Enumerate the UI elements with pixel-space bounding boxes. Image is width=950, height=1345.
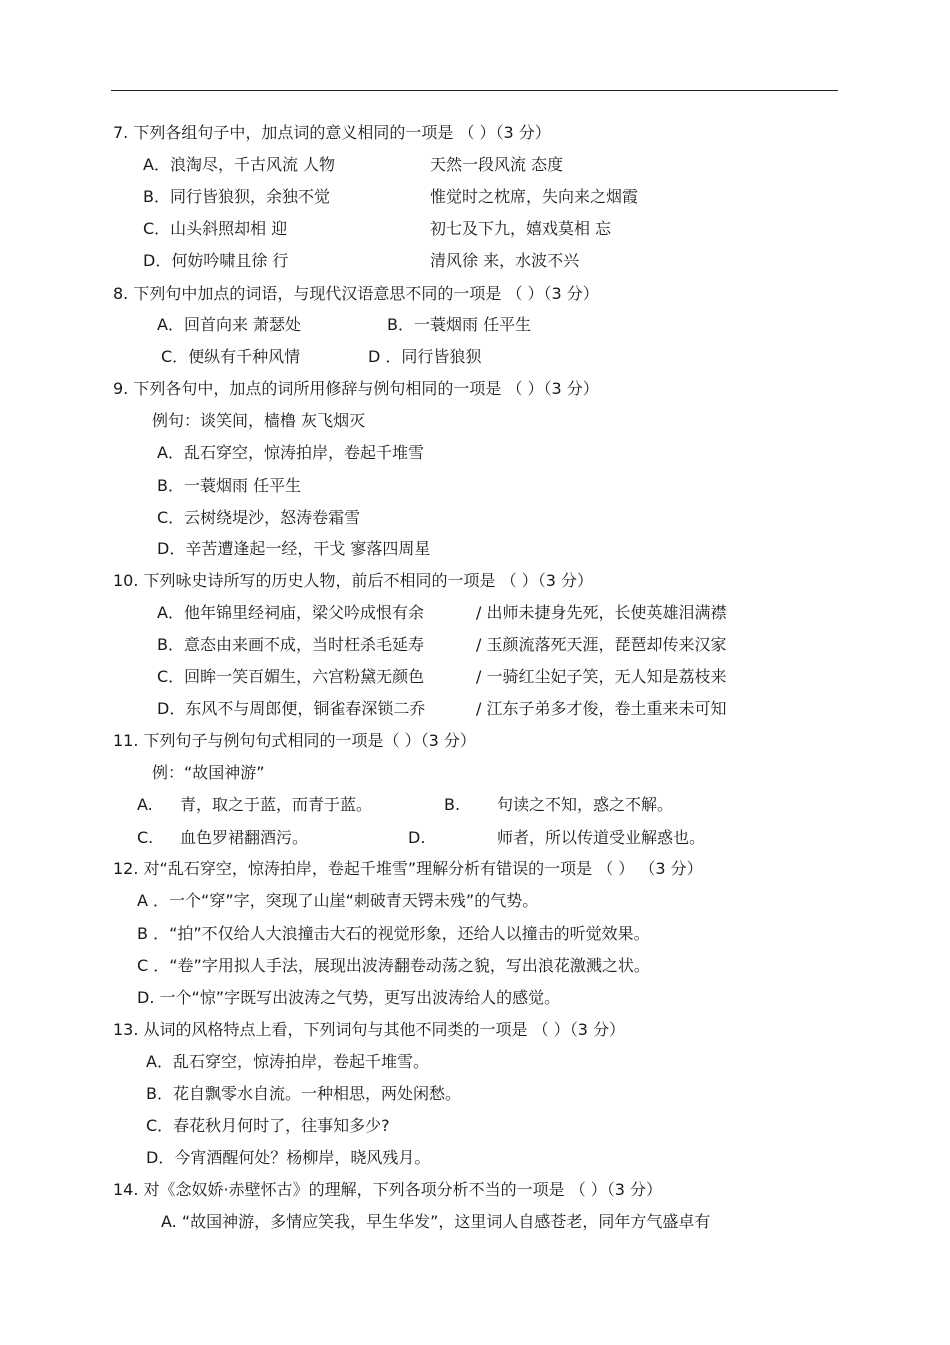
q7-option-b-left: B．同行皆狼狈，余独不觉 [143,187,330,206]
q10-option-b-right: / 玉颜流落死天涯，琵琶却传来汉家 [476,635,727,654]
q7-option-a-right: 天然一段风流 态度 [430,155,564,174]
q12-stem: 12. 对“乱石穿空，惊涛拍岸，卷起千堆雪”理解分析有错误的一项是 （ ） （3 分） [113,859,703,878]
q11-option-d-letter: D. [408,828,426,847]
q10-option-a-left: A．他年锦里经祠庙，梁父吟成恨有余 [157,603,424,622]
q7-option-d-left: D．何妨吟啸且徐 行 [143,251,289,270]
q8-option-b: B．一蓑烟雨 任平生 [387,315,532,334]
q14-stem: 14. 对《念奴娇·赤壁怀古》的理解，下列各项分析不当的一项是 （ ）（3 分） [113,1180,663,1199]
q11-option-a-letter: A. [137,795,153,814]
q8-stem: 8. 下列句中加点的词语，与现代汉语意思不同的一项是 （ ）（3 分） [113,284,599,303]
q11-stem: 11. 下列句子与例句句式相同的一项是（ ）（3 分） [113,731,476,750]
q9-example: 例句：谈笑间，樯橹 灰飞烟灭 [152,411,366,430]
q10-option-c-right: / 一骑红尘妃子笑，无人知是荔枝来 [476,667,727,686]
q7-option-d-right: 清风徐 来，水波不兴 [430,251,580,270]
q12-option-c: C ．“卷”字用拟人手法，展现出波涛翻卷动荡之貌，写出浪花激溅之状。 [137,956,650,975]
q13-stem: 13. 从词的风格特点上看，下列词句与其他不同类的一项是 （ ）（3 分） [113,1020,625,1039]
q8-option-a: A．回首向来 萧瑟处 [157,315,302,334]
q12-option-b: B ．“拍”不仅给人大浪撞击大石的视觉形象，还给人以撞击的听觉效果。 [137,924,650,943]
q13-option-a: A．乱石穿空，惊涛拍岸，卷起千堆雪。 [146,1052,429,1071]
q11-option-c-text: 血色罗裙翻酒污。 [180,828,309,847]
q9-option-d: D．辛苦遭逢起一经，干戈 寥落四周星 [157,539,431,558]
header-rule [111,90,838,91]
q7-stem: 7. 下列各组句子中，加点词的意义相同的一项是 （ ）（3 分） [113,123,551,142]
q12-option-a: A ．一个“穿”字，突现了山崖“刺破青天锷未残”的气势。 [137,891,539,910]
q8-option-c: C．便纵有千种风情 [161,347,301,366]
q13-option-c: C．春花秋月何时了，往事知多少? [146,1116,390,1135]
q11-option-c-letter: C. [137,828,154,847]
q10-option-a-right: / 出师未捷身先死，长使英雄泪满襟 [476,603,727,622]
q11-option-a-text: 青，取之于蓝，而青于蓝。 [180,795,373,814]
q10-option-d-left: D．东风不与周郎便，铜雀春深锁二乔 [157,699,426,718]
q14-option-a: A. “故国神游，多情应笑我，早生华发”，这里词人自感苍老，同年方气盛卓有 [161,1212,711,1231]
q7-option-b-right: 惟觉时之枕席，失向来之烟霞 [430,187,639,206]
q7-option-a-left: A．浪淘尽，千古风流 人物 [143,155,336,174]
q9-stem: 9. 下列各句中，加点的词所用修辞与例句相同的一项是 （ ）（3 分） [113,379,599,398]
q7-option-c-right: 初七及下九，嬉戏莫相 忘 [430,219,612,238]
q11-option-b-letter: B. [444,795,461,814]
q11-option-b-text: 句读之不知，惑之不解。 [497,795,674,814]
q13-option-b: B．花自飘零水自流。一种相思，两处闲愁。 [146,1084,461,1103]
q9-option-c: C．云树绕堤沙，怒涛卷霜雪 [157,508,361,527]
q8-option-d: D ．同行皆狼狈 [368,347,482,366]
q7-option-c-left: C．山头斜照却相 迎 [143,219,288,238]
q10-option-b-left: B．意态由来画不成，当时枉杀毛延寿 [157,635,424,654]
q11-option-d-text: 师者，所以传道受业解惑也。 [497,828,706,847]
q10-option-c-left: C．回眸一笑百媚生，六宫粉黛无颜色 [157,667,425,686]
q11-example: 例：“故国神游” [152,763,265,782]
q13-option-d: D．今宵酒醒何处？杨柳岸，晓风残月。 [146,1148,431,1167]
q10-option-d-right: / 江东子弟多才俊，卷土重来未可知 [476,699,727,718]
q9-option-a: A．乱石穿空，惊涛拍岸，卷起千堆雪 [157,443,424,462]
q10-stem: 10. 下列咏史诗所写的历史人物，前后不相同的一项是 （ ）（3 分） [113,571,593,590]
q9-option-b: B．一蓑烟雨 任平生 [157,476,302,495]
q12-option-d: D. 一个“惊”字既写出波涛之气势，更写出波涛给人的感觉。 [137,988,561,1007]
